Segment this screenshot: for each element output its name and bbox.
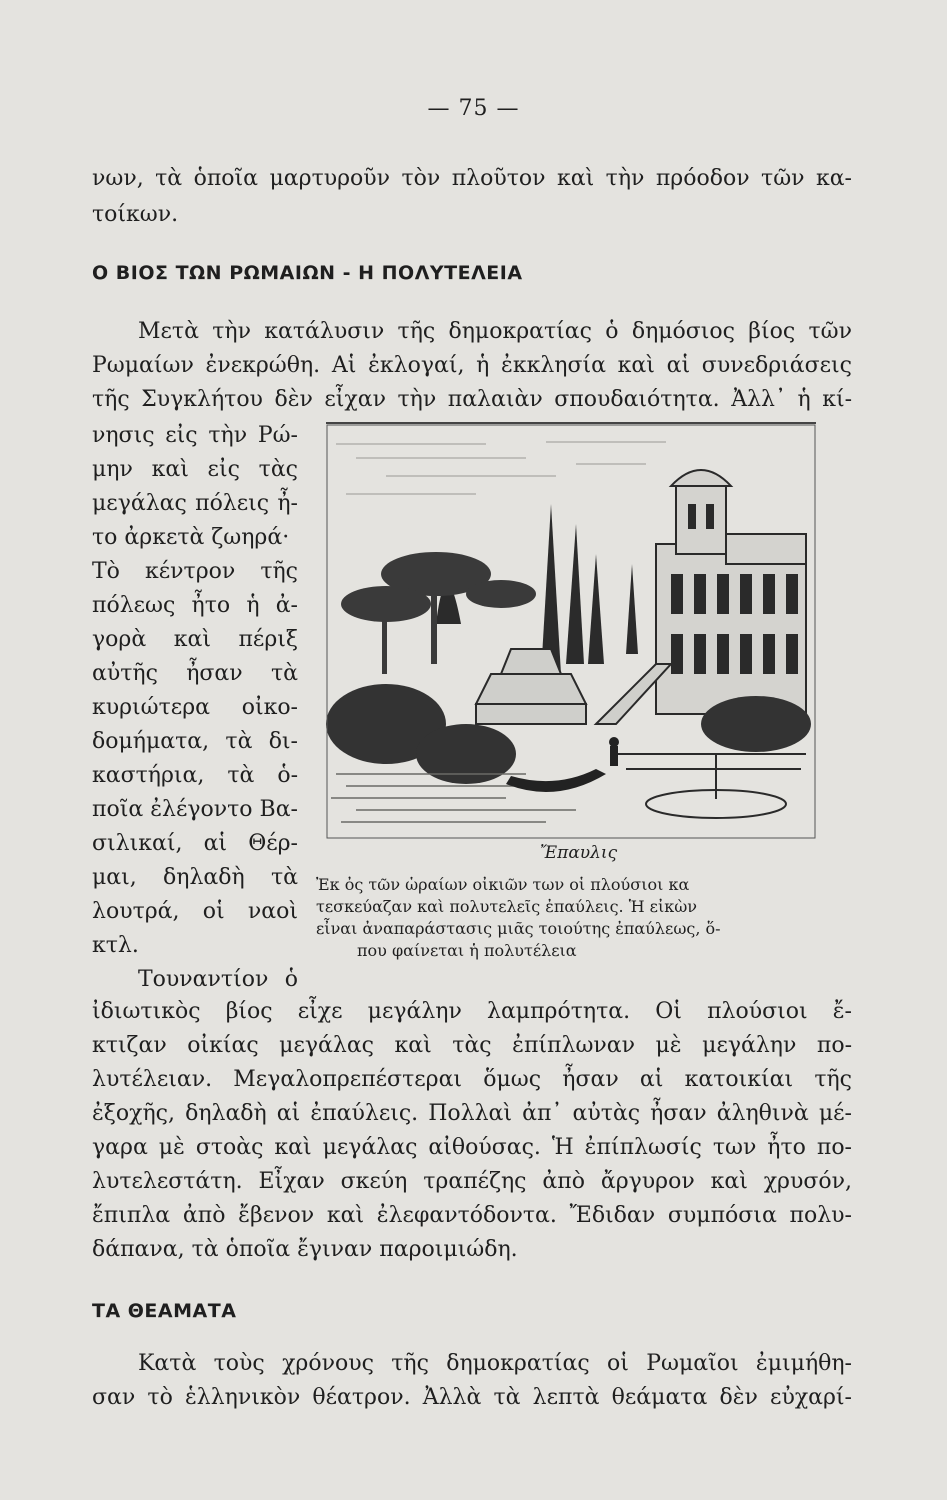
text-line: δάπανα, τὰ ὁποῖα ἔγιναν παροιμιώδη.: [92, 1237, 518, 1262]
text-line: κυριώτερα οἰκο-: [92, 695, 298, 720]
figure-caption-line: τεσκεύαζαν καὶ πολυτελεῖς ἐπαύλεις. Ἡ εἰκὼν: [316, 897, 698, 916]
text-line: νων, τὰ ὁποῖα μαρτυροῦν τὸν πλοῦτον καὶ τὴν πρόοδον τῶν κα-: [92, 166, 852, 191]
text-line: λουτρά, οἱ ναοὶ: [92, 899, 298, 924]
page-number: — 75 —: [427, 96, 520, 121]
text-line: Μετὰ τὴν κατάλυσιν τῆς δημοκρατίας ὁ δημόσιος βίος τῶν: [138, 319, 852, 344]
figure-title: Ἔπαυλις: [540, 843, 618, 863]
text-line: δομήματα, τὰ δι-: [92, 729, 298, 754]
text-line: Τὸ κέντρον τῆς: [92, 559, 298, 584]
text-line: Κατὰ τοὺς χρόνους τῆς δημοκρατίας οἱ Ρωμαῖοι ἐμιμήθη-: [138, 1351, 852, 1376]
text-line: μαι, δηλαδὴ τὰ: [92, 865, 298, 890]
figure-caption-line: εἶναι ἀναπαράστασις μιᾶς τοιούτης ἐπαύλεως, ὅ-: [316, 919, 721, 938]
text-line: ποῖα ἐλέγοντο Βα-: [92, 797, 298, 822]
section-heading-spectacles: ΤΑ ΘΕΑΜΑΤΑ: [92, 1300, 237, 1322]
text-line: καστήρια, τὰ ὁ-: [92, 763, 298, 788]
text-line: αὐτῆς ἦσαν τὰ: [92, 661, 298, 686]
text-line: Τουναντίον ὁ: [138, 967, 298, 992]
text-line: κτιζαν οἰκίας μεγάλας καὶ τὰς ἐπίπλωναν μὲ μεγάλην πο-: [92, 1033, 852, 1058]
text-line: νησις εἰς τὴν Ρώ-: [92, 423, 298, 448]
text-line: το ἀρκετὰ ζωηρά·: [92, 525, 290, 550]
text-line: σαν τὸ ἑλληνικὸν θέατρον. Ἀλλὰ τὰ λεπτὰ θεάματα δὲν εὐχαρί-: [92, 1385, 852, 1410]
villa-illustration: [326, 422, 816, 839]
text-line: κτλ.: [92, 933, 139, 958]
text-line: σιλικαί, αἱ Θέρ-: [92, 831, 298, 856]
text-line: Ρωμαίων ἐνεκρώθη. Αἱ ἐκλογαί, ἡ ἐκκλησία καὶ αἱ συνεδριάσεις: [92, 353, 852, 378]
section-heading-roman-life: Ο ΒΙΟΣ ΤΩΝ ΡΩΜΑΙΩΝ - Η ΠΟΛΥΤΕΛΕΙΑ: [92, 262, 523, 284]
text-line: πόλεως ἦτο ἡ ἀ-: [92, 593, 298, 618]
text-line: ἐξοχῆς, δηλαδὴ αἱ ἐπαύλεις. Πολλαὶ ἀπ᾽ αὐτὰς ἦσαν ἀληθινὰ μέ-: [92, 1101, 852, 1126]
text-line: ἔπιπλα ἀπὸ ἔβενον καὶ ἐλεφαντόδοντα. Ἔδιδαν συμπόσια πολυ-: [92, 1203, 852, 1228]
figure-caption-line: που φαίνεται ἡ πολυτέλεια: [357, 941, 577, 960]
text-line: γαρα μὲ στοὰς καὶ μεγάλας αἰθούσας. Ἡ ἐπίπλωσίς των ἦτο πο-: [92, 1135, 852, 1160]
text-line: τοίκων.: [92, 202, 179, 227]
text-line: ἰδιωτικὸς βίος εἶχε μεγάλην λαμπρότητα. Οἱ πλούσιοι ἔ-: [92, 999, 852, 1024]
text-line: λυτέλειαν. Μεγαλοπρεπέστεραι ὅμως ἦσαν αἱ κατοικίαι τῆς: [92, 1067, 852, 1092]
text-line: λυτελεστάτη. Εἶχαν σκεύη τραπέζης ἀπὸ ἄργυρον καὶ χρυσόν,: [92, 1169, 852, 1194]
figure-caption-line: Ἐκ ὀς τῶν ὡραίων οἰκιῶν των οἱ πλούσιοι κα: [316, 875, 690, 894]
text-line: γορὰ καὶ πέριξ: [92, 627, 298, 652]
text-line: τῆς Συγκλήτου δὲν εἶχαν τὴν παλαιὰν σπουδαιότητα. Ἀλλ᾽ ἡ κί-: [92, 387, 852, 412]
text-line: μην καὶ εἰς τὰς: [92, 457, 298, 482]
text-line: μεγάλας πόλεις ἦ-: [92, 491, 298, 516]
